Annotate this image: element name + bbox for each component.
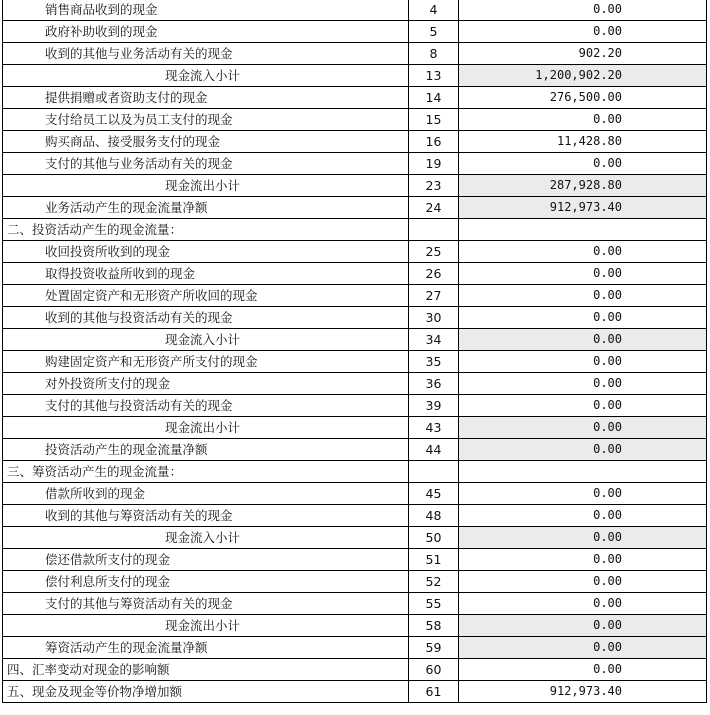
item-name-cell: 现金流入小计 [3, 65, 409, 87]
line-number-cell: 35 [409, 351, 459, 373]
item-name-cell: 筹资活动产生的现金流量净额 [3, 637, 409, 659]
amount-cell: 0.00 [459, 549, 707, 571]
amount-cell: 11,428.80 [459, 131, 707, 153]
amount-cell [459, 461, 707, 483]
table-row [3, 417, 707, 439]
line-number-cell: 27 [409, 285, 459, 307]
item-name-cell: 处置固定资产和无形资产所收回的现金 [3, 285, 409, 307]
amount-cell [459, 219, 707, 241]
table-row [3, 483, 707, 505]
table-row [3, 285, 707, 307]
table-row [3, 175, 707, 197]
table-row [3, 131, 707, 153]
table-row [3, 21, 707, 43]
amount-cell: 0.00 [459, 351, 707, 373]
amount-cell: 0.00 [459, 637, 707, 659]
table-row [3, 351, 707, 373]
table-row [3, 505, 707, 527]
line-number-cell: 15 [409, 109, 459, 131]
line-number-cell [409, 461, 459, 483]
line-number-cell: 60 [409, 659, 459, 681]
amount-cell: 0.00 [459, 527, 707, 549]
item-name-cell: 现金流出小计 [3, 417, 409, 439]
item-name-cell: 支付的其他与投资活动有关的现金 [3, 395, 409, 417]
item-name-cell: 现金流出小计 [3, 175, 409, 197]
line-number-cell: 45 [409, 483, 459, 505]
line-number-cell: 26 [409, 263, 459, 285]
amount-cell: 0.00 [459, 307, 707, 329]
table-row [3, 329, 707, 351]
amount-cell: 912,973.40 [459, 681, 707, 703]
line-number-cell: 24 [409, 197, 459, 219]
amount-cell: 0.00 [459, 373, 707, 395]
table-row [3, 65, 707, 87]
item-name-cell: 借款所收到的现金 [3, 483, 409, 505]
item-name-cell: 五、现金及现金等价物净增加额 [3, 681, 409, 703]
amount-cell: 1,200,902.20 [459, 65, 707, 87]
line-number-cell: 13 [409, 65, 459, 87]
amount-cell: 0.00 [459, 153, 707, 175]
item-name-cell: 现金流入小计 [3, 329, 409, 351]
table-row [3, 395, 707, 417]
item-name-cell: 收到的其他与筹资活动有关的现金 [3, 505, 409, 527]
table-row [3, 197, 707, 219]
amount-cell: 0.00 [459, 439, 707, 461]
item-name-cell: 支付的其他与业务活动有关的现金 [3, 153, 409, 175]
amount-cell: 0.00 [459, 285, 707, 307]
item-name-cell: 收回投资所收到的现金 [3, 241, 409, 263]
table-row [3, 109, 707, 131]
table-row [3, 373, 707, 395]
amount-cell: 0.00 [459, 0, 707, 21]
cash-flow-table-body [3, 0, 707, 703]
line-number-cell: 16 [409, 131, 459, 153]
amount-cell: 0.00 [459, 21, 707, 43]
amount-cell: 0.00 [459, 505, 707, 527]
item-name-cell: 收到的其他与业务活动有关的现金 [3, 43, 409, 65]
item-name-cell: 业务活动产生的现金流量净额 [3, 197, 409, 219]
line-number-cell: 25 [409, 241, 459, 263]
line-number-cell: 4 [409, 0, 459, 21]
table-row [3, 549, 707, 571]
amount-cell: 0.00 [459, 615, 707, 637]
item-name-cell: 支付的其他与筹资活动有关的现金 [3, 593, 409, 615]
line-number-cell: 48 [409, 505, 459, 527]
table-row [3, 263, 707, 285]
table-row [3, 461, 707, 483]
line-number-cell: 23 [409, 175, 459, 197]
table-row [3, 571, 707, 593]
cash-flow-table [2, 0, 707, 703]
line-number-cell: 36 [409, 373, 459, 395]
line-number-cell: 39 [409, 395, 459, 417]
item-name-cell: 对外投资所支付的现金 [3, 373, 409, 395]
table-row [3, 681, 707, 703]
line-number-cell: 50 [409, 527, 459, 549]
line-number-cell: 59 [409, 637, 459, 659]
amount-cell: 0.00 [459, 571, 707, 593]
item-name-cell: 政府补助收到的现金 [3, 21, 409, 43]
item-name-cell: 偿还借款所支付的现金 [3, 549, 409, 571]
item-name-cell: 偿付利息所支付的现金 [3, 571, 409, 593]
line-number-cell [409, 219, 459, 241]
item-name-cell: 购建固定资产和无形资产所支付的现金 [3, 351, 409, 373]
line-number-cell: 55 [409, 593, 459, 615]
table-row [3, 0, 707, 21]
table-row [3, 241, 707, 263]
amount-cell: 902.20 [459, 43, 707, 65]
amount-cell: 912,973.40 [459, 197, 707, 219]
table-row [3, 593, 707, 615]
line-number-cell: 58 [409, 615, 459, 637]
amount-cell: 0.00 [459, 395, 707, 417]
line-number-cell: 61 [409, 681, 459, 703]
amount-cell: 0.00 [459, 417, 707, 439]
line-number-cell: 52 [409, 571, 459, 593]
line-number-cell: 30 [409, 307, 459, 329]
table-row [3, 219, 707, 241]
item-name-cell: 购买商品、接受服务支付的现金 [3, 131, 409, 153]
table-row [3, 659, 707, 681]
line-number-cell: 51 [409, 549, 459, 571]
item-name-cell: 销售商品收到的现金 [3, 0, 409, 21]
amount-cell: 0.00 [459, 483, 707, 505]
amount-cell: 0.00 [459, 329, 707, 351]
item-name-cell: 收到的其他与投资活动有关的现金 [3, 307, 409, 329]
item-name-cell: 取得投资收益所收到的现金 [3, 263, 409, 285]
item-name-cell: 投资活动产生的现金流量净额 [3, 439, 409, 461]
item-name-cell: 提供捐赠或者资助支付的现金 [3, 87, 409, 109]
table-row [3, 527, 707, 549]
amount-cell: 0.00 [459, 659, 707, 681]
line-number-cell: 14 [409, 87, 459, 109]
table-row [3, 87, 707, 109]
line-number-cell: 43 [409, 417, 459, 439]
table-row [3, 307, 707, 329]
table-row [3, 153, 707, 175]
item-name-cell: 现金流入小计 [3, 527, 409, 549]
line-number-cell: 5 [409, 21, 459, 43]
amount-cell: 0.00 [459, 241, 707, 263]
amount-cell: 0.00 [459, 109, 707, 131]
amount-cell: 276,500.00 [459, 87, 707, 109]
item-name-cell: 三、筹资活动产生的现金流量： [3, 461, 409, 483]
line-number-cell: 19 [409, 153, 459, 175]
amount-cell: 287,928.80 [459, 175, 707, 197]
amount-cell: 0.00 [459, 593, 707, 615]
line-number-cell: 8 [409, 43, 459, 65]
line-number-cell: 34 [409, 329, 459, 351]
item-name-cell: 二、投资活动产生的现金流量： [3, 219, 409, 241]
table-row [3, 637, 707, 659]
table-row [3, 615, 707, 637]
line-number-cell: 44 [409, 439, 459, 461]
item-name-cell: 四、汇率变动对现金的影响额 [3, 659, 409, 681]
item-name-cell: 支付给员工以及为员工支付的现金 [3, 109, 409, 131]
amount-cell: 0.00 [459, 263, 707, 285]
table-row [3, 43, 707, 65]
item-name-cell: 现金流出小计 [3, 615, 409, 637]
table-row [3, 439, 707, 461]
